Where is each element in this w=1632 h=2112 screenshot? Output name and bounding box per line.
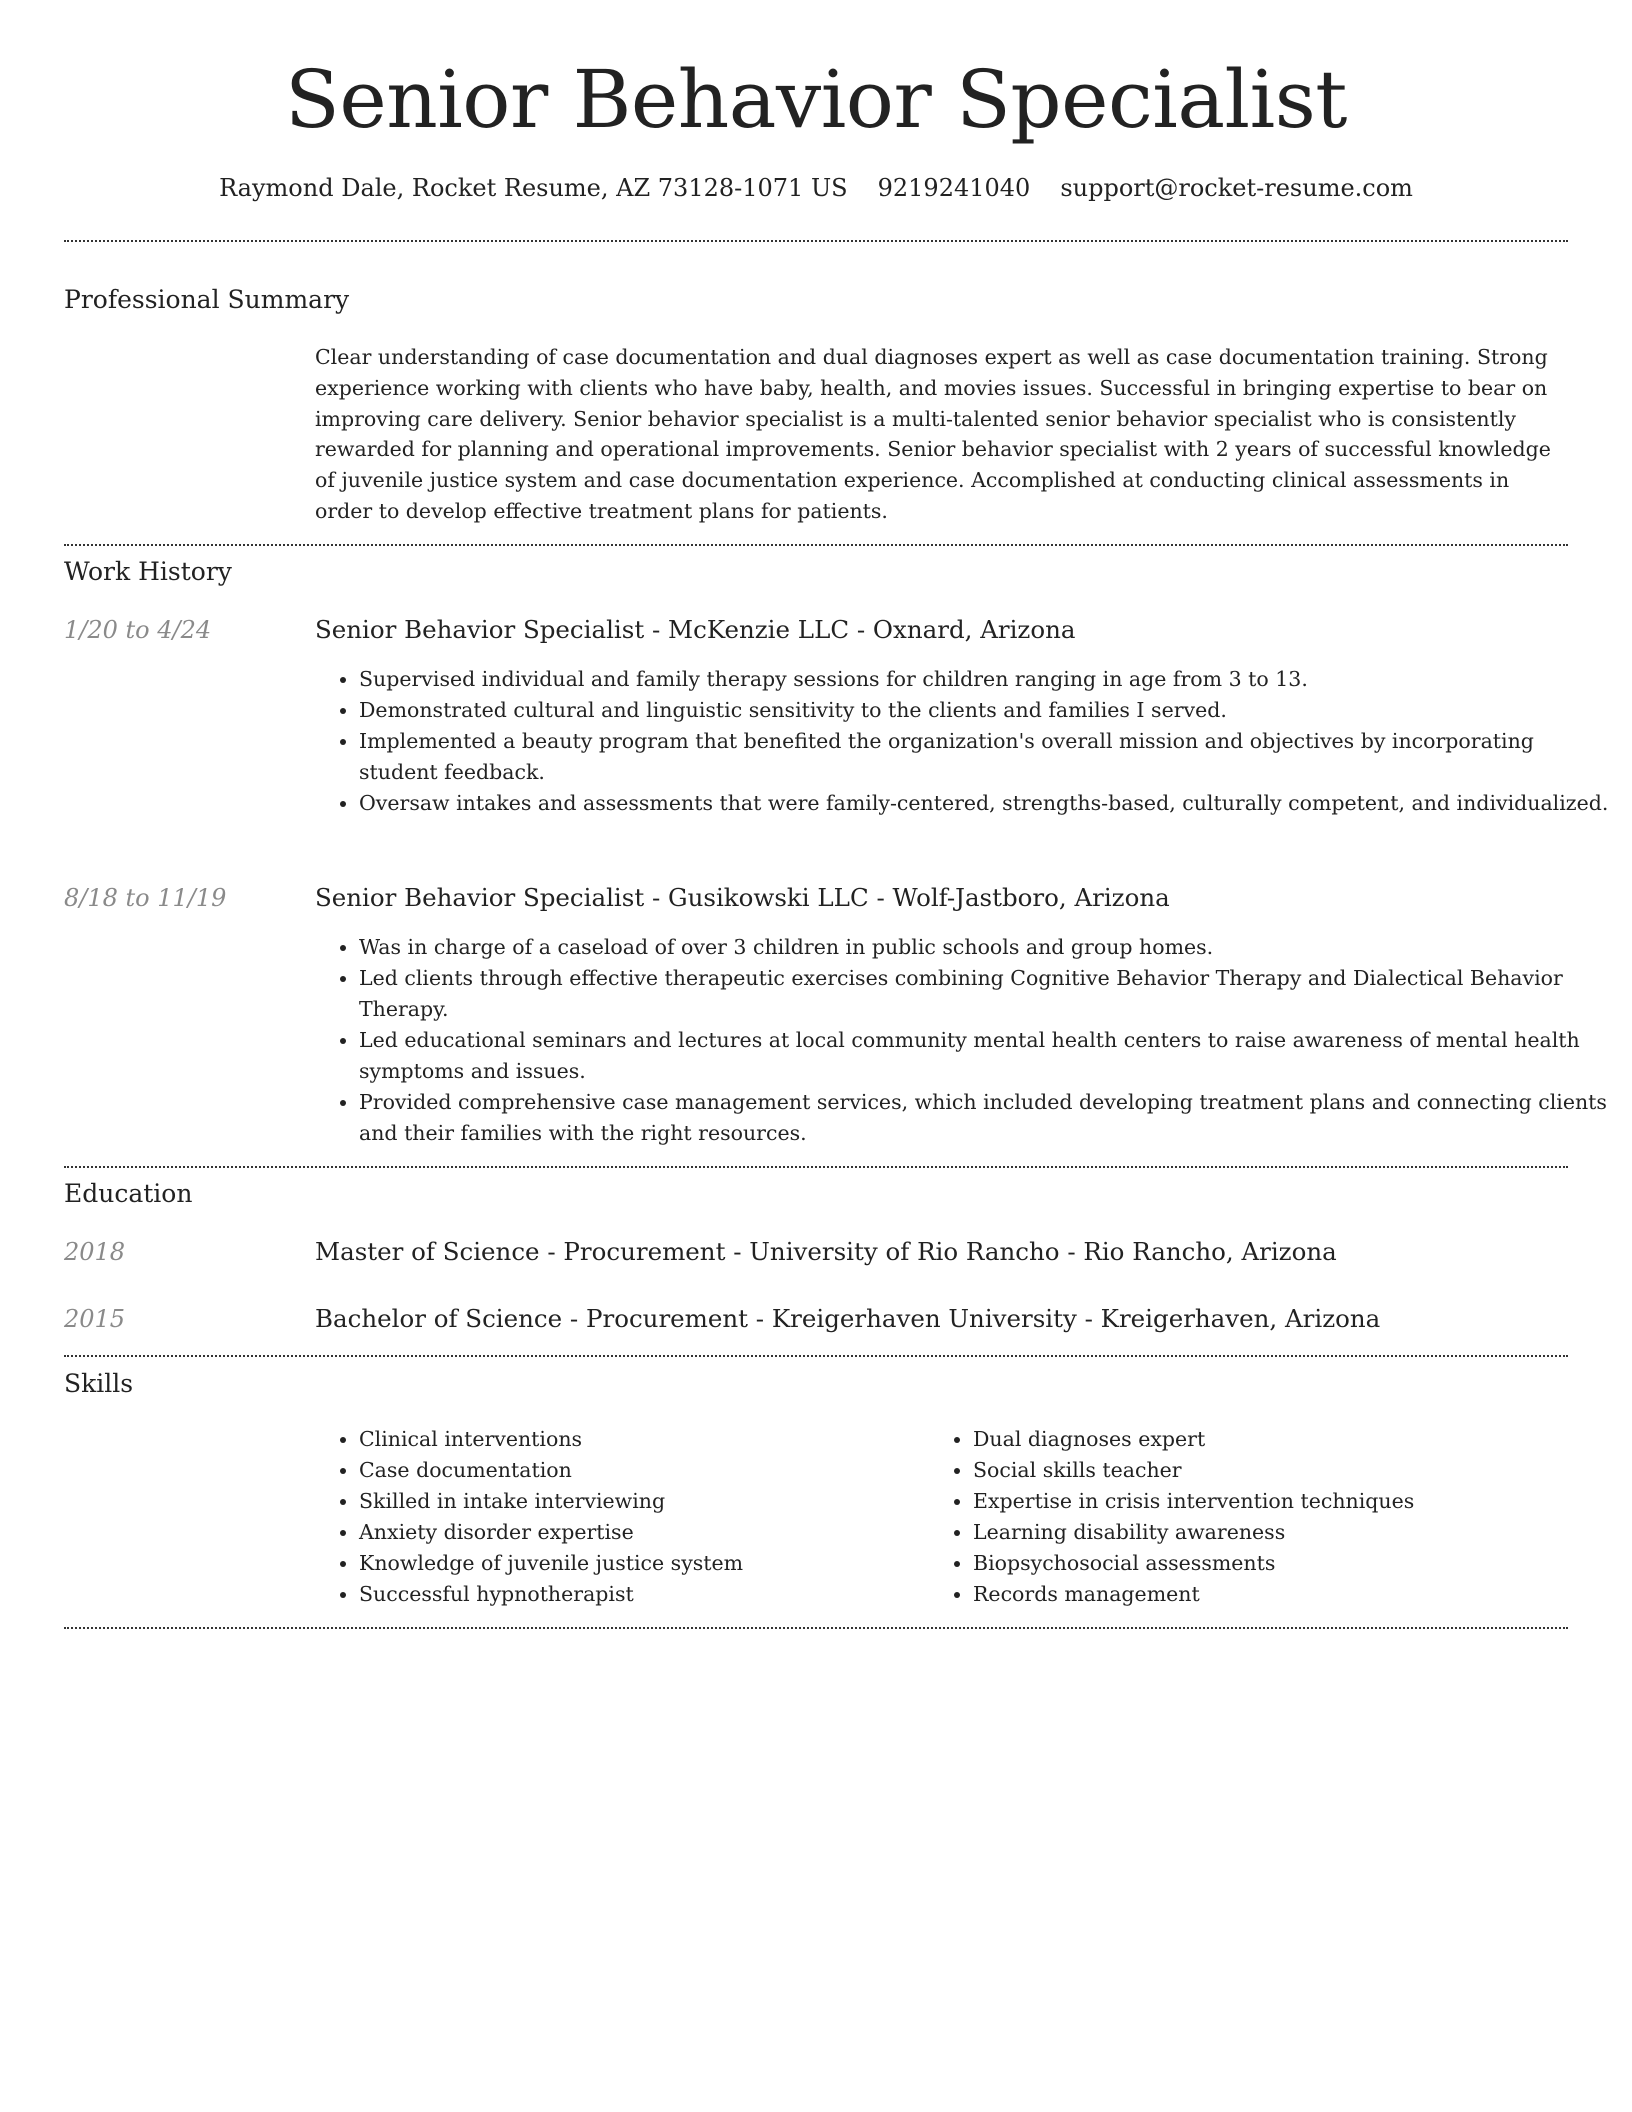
contact-address: Raymond Dale, Rocket Resume, AZ 73128-1071 US: [219, 174, 848, 202]
resume-title: Senior Behavior Specialist: [285, 53, 1347, 146]
divider: [64, 544, 1568, 546]
skill-item: • Learning disability awareness: [973, 1517, 1609, 1548]
job-bullet: • Led clients through effective therapeutic exercises combining Cognitive Behavior Therapy and Dialectical Behavior Therapy.: [359, 963, 1609, 1025]
education-degree: Bachelor of Science - Procurement - Kreigerhaven University - Kreigerhaven, Arizona: [315, 1304, 1381, 1333]
skill-item: • Records management: [973, 1579, 1609, 1610]
skills-list-left: [315, 1424, 939, 1610]
job-bullet: • Led educational seminars and lectures at local community mental health centers to raise awareness of mental health symptoms and issues.: [359, 1025, 1609, 1087]
job-bullet: • Was in charge of a caseload of over 3 children in public schools and group homes.: [359, 932, 1609, 963]
contact-line: [0, 171, 1632, 205]
contact-email: support@rocket-resume.com: [1060, 174, 1413, 202]
job-title: Senior Behavior Specialist - McKenzie LLC - Oxnard, Arizona: [315, 615, 1076, 644]
divider: [64, 240, 1568, 242]
divider: [64, 1627, 1568, 1629]
work-history-heading: Work History: [64, 557, 232, 586]
contact-phone: 9219241040: [877, 174, 1031, 202]
divider: [64, 1355, 1568, 1357]
skills-list-right: [929, 1424, 1609, 1610]
summary-heading: Professional Summary: [64, 285, 350, 314]
skill-item: • Biopsychosocial assessments: [973, 1548, 1609, 1579]
skill-item: • Case documentation: [359, 1455, 939, 1486]
job-dates: 8/18 to 11/19: [64, 884, 227, 912]
job-bullet-list: [315, 664, 1609, 819]
skill-item: • Dual diagnoses expert: [973, 1424, 1609, 1455]
skill-item: • Expertise in crisis intervention techniques: [973, 1486, 1609, 1517]
job-bullet: • Oversaw intakes and assessments that were family-centered, strengths-based, culturally competent, and individualized.: [359, 788, 1609, 819]
skill-item: • Knowledge of juvenile justice system: [359, 1548, 939, 1579]
education-degree: Master of Science - Procurement - University of Rio Rancho - Rio Rancho, Arizona: [315, 1237, 1337, 1266]
skill-item: • Successful hypnotherapist: [359, 1579, 939, 1610]
skill-item: • Anxiety disorder expertise: [359, 1517, 939, 1548]
skill-item: • Social skills teacher: [973, 1455, 1609, 1486]
divider: [64, 1166, 1568, 1168]
education-year: 2018: [64, 1238, 126, 1266]
summary-text: Clear understanding of case documentation and dual diagnoses expert as well as case documentation training. Strong experience working with clients who have baby, health, and movies issues. Successful in bringing expertise to bear on improving care delivery. Senior behavior specialist is a multi-talented senior behavior specialist who is consistently rewarded for planning and operational improvements. Senior behavior specialist with 2 years of successful knowledge of juvenile justice system and case documentation experience. Accomplished at conducting clinical assessments in order to develop effective treatment plans for patients.: [315, 345, 1551, 523]
job-bullet: • Implemented a beauty program that benefited the organization's overall mission and objectives by incorporating student feedback.: [359, 726, 1609, 788]
job-bullet: • Demonstrated cultural and linguistic sensitivity to the clients and families I served.: [359, 695, 1609, 726]
skill-item: • Skilled in intake interviewing: [359, 1486, 939, 1517]
job-dates: 1/20 to 4/24: [64, 616, 212, 644]
job-bullet: • Supervised individual and family therapy sessions for children ranging in age from 3 to 13.: [359, 664, 1609, 695]
job-bullet-list: [315, 932, 1609, 1149]
job-title: Senior Behavior Specialist - Gusikowski LLC - Wolf-Jastboro, Arizona: [315, 883, 1170, 912]
skills-heading: Skills: [64, 1369, 134, 1398]
skill-item: • Clinical interventions: [359, 1424, 939, 1455]
education-heading: Education: [64, 1179, 193, 1208]
education-year: 2015: [64, 1305, 126, 1333]
job-bullet: • Provided comprehensive case management services, which included developing treatment plans and connecting clients and their families with the right resources.: [359, 1087, 1609, 1149]
